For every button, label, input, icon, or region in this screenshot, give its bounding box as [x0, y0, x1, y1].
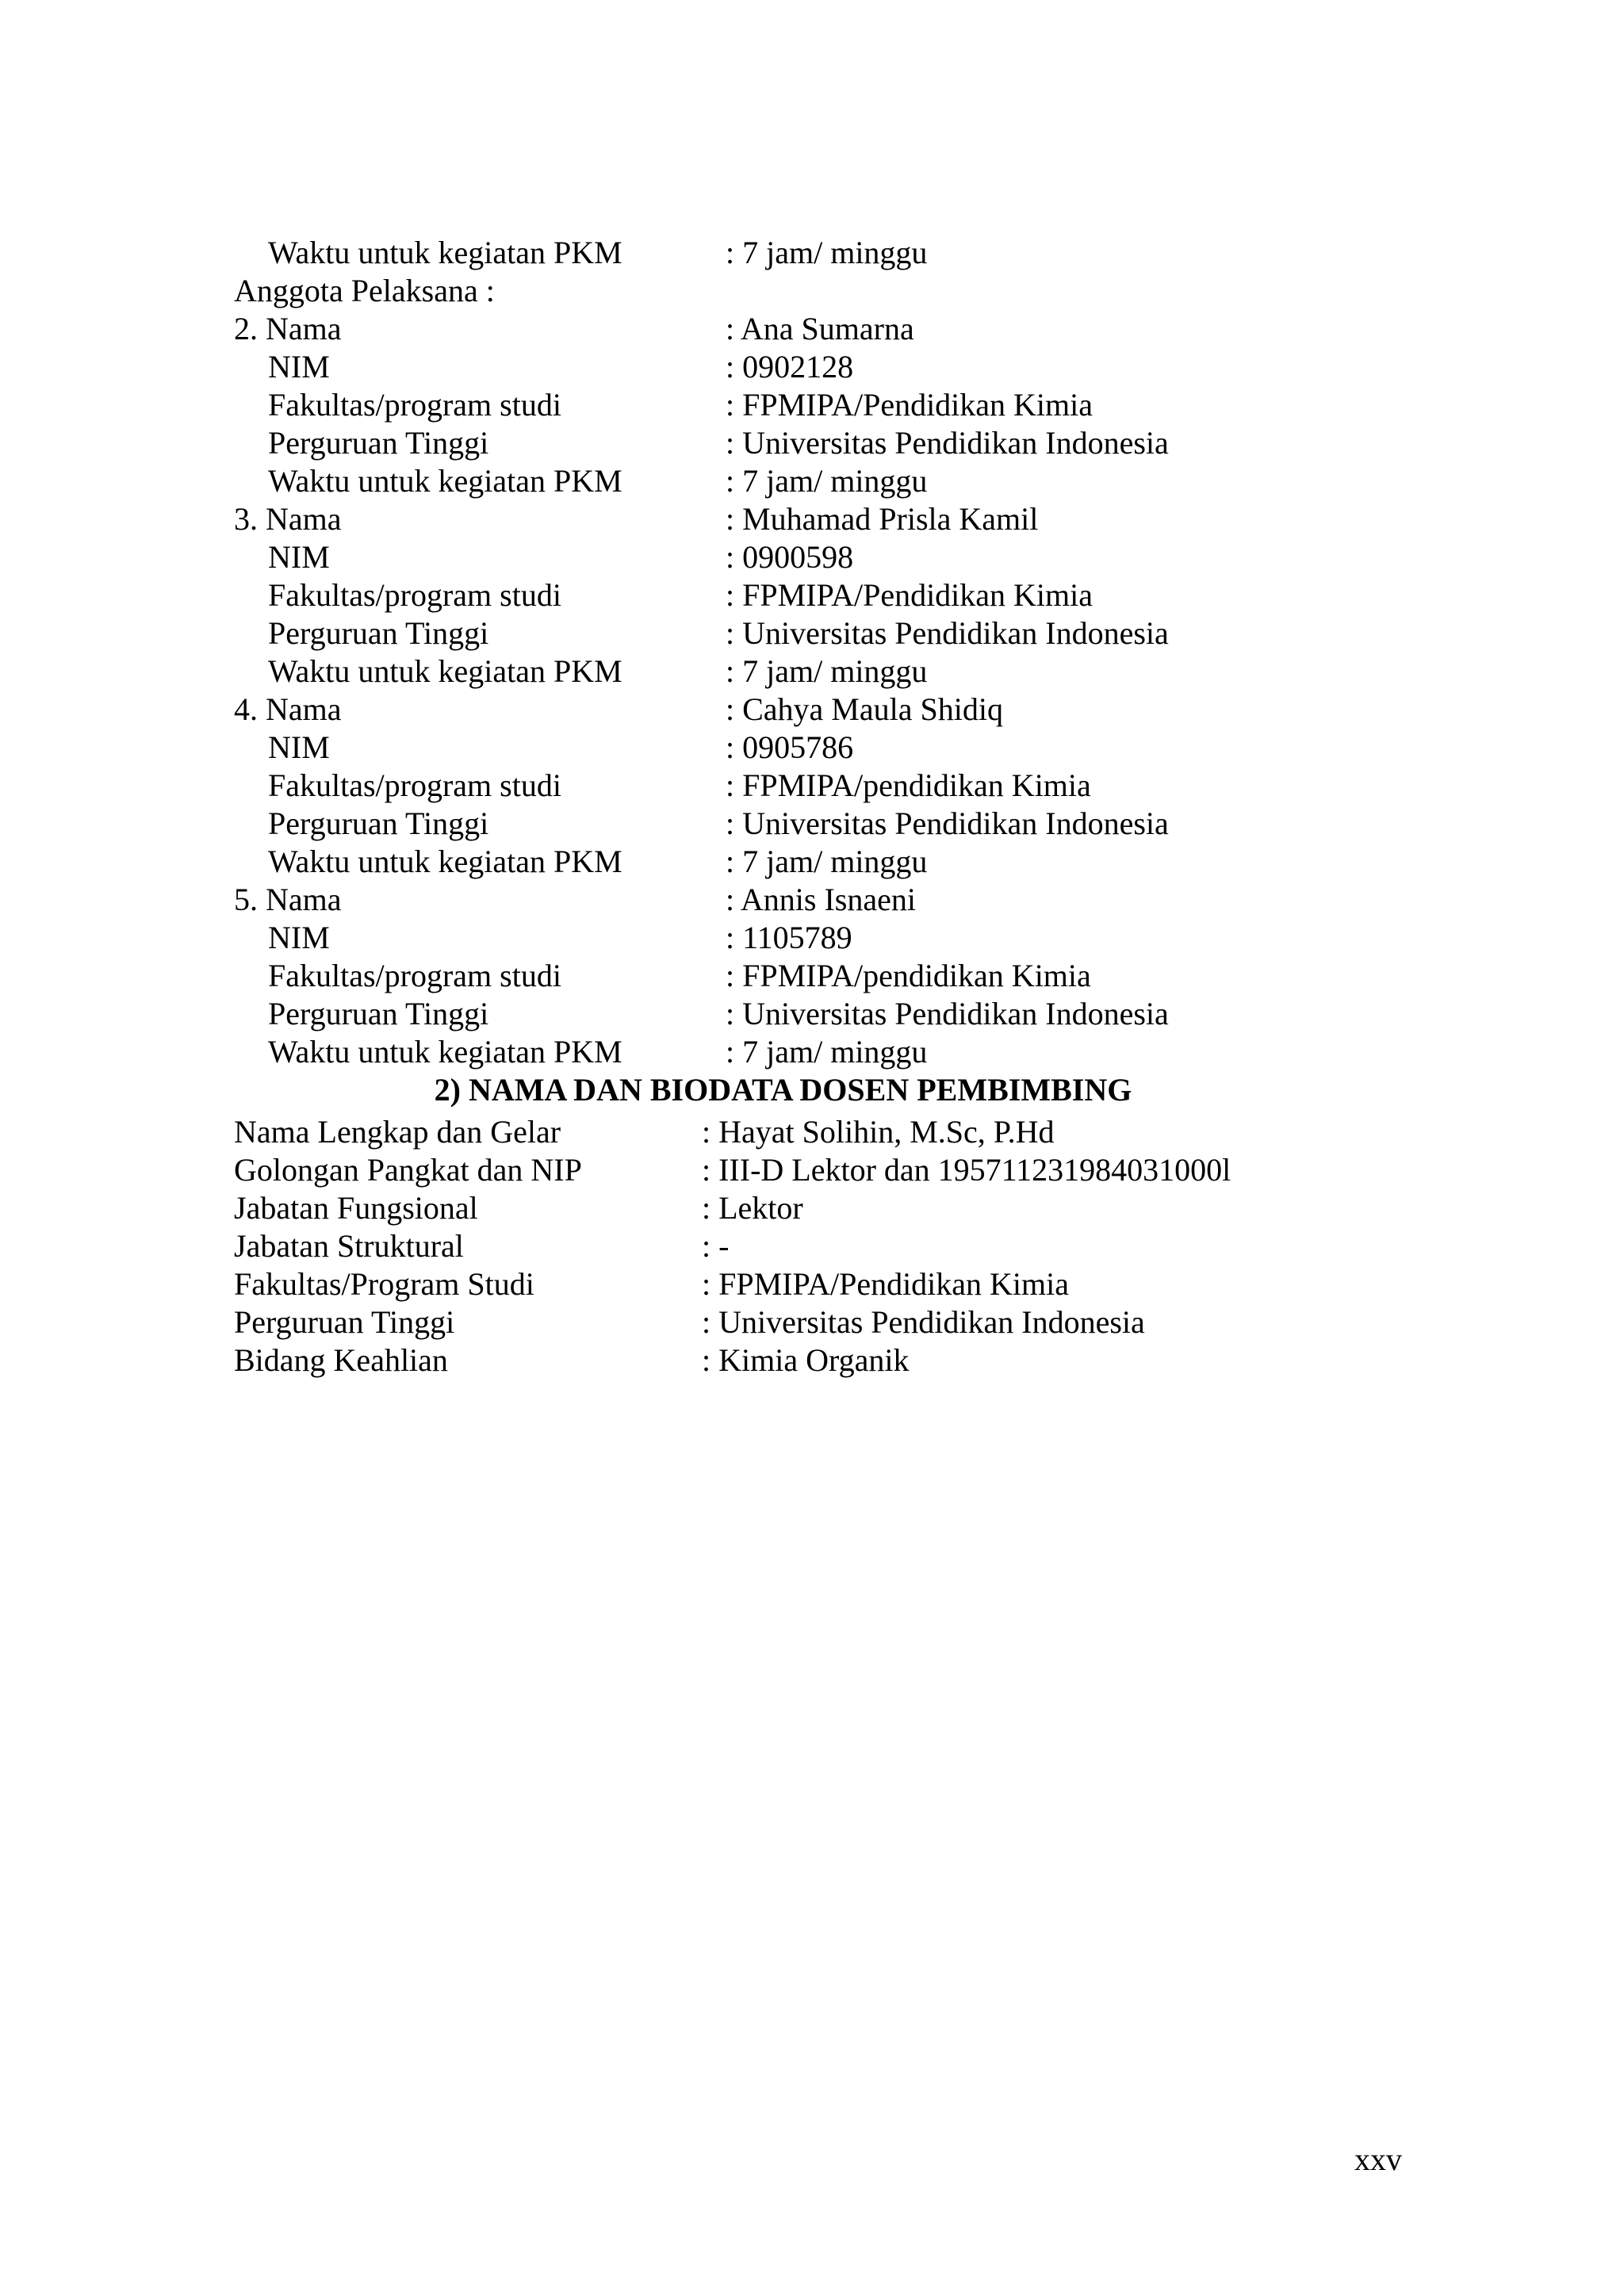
row-value: : Universitas Pendidikan Indonesia — [726, 425, 1169, 461]
row-label: Jabatan Struktural — [234, 1228, 464, 1264]
member-2-fakultas-row — [234, 386, 1423, 424]
member-3-perguruan-row — [234, 614, 1423, 652]
row-label: Fakultas/program studi — [268, 387, 561, 423]
row-value: : 7 jam/ minggu — [726, 844, 928, 879]
member-4-nim-row — [234, 729, 1423, 767]
row-value: : Kimia Organik — [702, 1342, 910, 1378]
member-3-nim-row — [234, 538, 1423, 576]
row-label: 5. Nama — [234, 882, 342, 917]
row-label: Fakultas/program studi — [268, 767, 561, 803]
member-1-waktu-row — [234, 234, 1423, 272]
row-label: NIM — [268, 920, 330, 955]
member-5-nim-row — [234, 919, 1423, 957]
row-label: Fakultas/Program Studi — [234, 1266, 534, 1302]
member-2-nim-row — [234, 348, 1423, 386]
row-value: : 1105789 — [726, 920, 852, 955]
dosen-jabatan-fungsional-row — [234, 1189, 1423, 1227]
member-4-name-row — [234, 691, 1423, 729]
member-5-fakultas-row — [234, 957, 1423, 995]
row-label: Perguruan Tinggi — [268, 615, 489, 651]
row-label: Jabatan Fungsional — [234, 1190, 478, 1226]
row-label: Waktu untuk kegiatan PKM — [268, 1034, 622, 1070]
member-2-perguruan-row — [234, 424, 1423, 462]
row-value: : FPMIPA/Pendidikan Kimia — [702, 1266, 1070, 1302]
member-3-waktu-row — [234, 652, 1423, 691]
row-value: : FPMIPA/pendidikan Kimia — [726, 958, 1091, 993]
row-label: Bidang Keahlian — [234, 1342, 448, 1378]
row-value: : FPMIPA/Pendidikan Kimia — [726, 387, 1094, 423]
row-value: : 7 jam/ minggu — [726, 1034, 928, 1070]
row-label: Golongan Pangkat dan NIP — [234, 1152, 582, 1188]
row-value: : Universitas Pendidikan Indonesia — [726, 806, 1169, 841]
row-value: : Ana Sumarna — [726, 311, 914, 346]
member-4-fakultas-row — [234, 767, 1423, 805]
row-label: Waktu untuk kegiatan PKM — [268, 653, 622, 689]
page-number: xxv — [1354, 2141, 1402, 2177]
anggota-heading-row — [234, 272, 1423, 310]
anggota-pelaksana-section — [234, 234, 1423, 1071]
row-label: Waktu untuk kegiatan PKM — [268, 235, 622, 270]
row-value: : Hayat Solihin, M.Sc, P.Hd — [702, 1114, 1055, 1150]
row-label: Fakultas/program studi — [268, 958, 561, 993]
row-value: : 7 jam/ minggu — [726, 235, 928, 270]
dosen-golongan-row — [234, 1151, 1423, 1189]
member-3-name-row — [234, 500, 1423, 538]
row-value: : Muhamad Prisla Kamil — [726, 501, 1039, 537]
row-value: : FPMIPA/pendidikan Kimia — [726, 767, 1091, 803]
dosen-perguruan-row — [234, 1303, 1423, 1341]
row-label: Waktu untuk kegiatan PKM — [268, 844, 622, 879]
row-value: : - — [702, 1228, 730, 1264]
row-value: : Universitas Pendidikan Indonesia — [726, 996, 1169, 1031]
row-label: NIM — [268, 729, 330, 765]
member-2-name-row — [234, 310, 1423, 348]
row-value: : Annis Isnaeni — [726, 882, 916, 917]
dosen-bidang-keahlian-row — [234, 1341, 1423, 1380]
row-value: : 7 jam/ minggu — [726, 653, 928, 689]
row-value: : 0902128 — [726, 349, 854, 385]
row-label: 4. Nama — [234, 691, 342, 727]
member-2-waktu-row — [234, 462, 1423, 500]
row-label: 3. Nama — [234, 501, 342, 537]
dosen-jabatan-struktural-row — [234, 1227, 1423, 1265]
dosen-section-heading: 2) NAMA DAN BIODATA DOSEN PEMBIMBING — [434, 1072, 1132, 1108]
row-value: : Cahya Maula Shidiq — [726, 691, 1003, 727]
row-value: : 0900598 — [726, 539, 854, 575]
row-value: : 0905786 — [726, 729, 854, 765]
row-label: Perguruan Tinggi — [268, 996, 489, 1031]
row-value: : Universitas Pendidikan Indonesia — [702, 1304, 1145, 1340]
row-value: : Universitas Pendidikan Indonesia — [726, 615, 1169, 651]
member-5-name-row — [234, 881, 1423, 919]
row-value: : 7 jam/ minggu — [726, 463, 928, 499]
member-4-perguruan-row — [234, 805, 1423, 843]
anggota-heading: Anggota Pelaksana : — [234, 273, 495, 308]
row-label: Perguruan Tinggi — [234, 1304, 455, 1340]
member-3-fakultas-row — [234, 576, 1423, 614]
member-4-waktu-row — [234, 843, 1423, 881]
member-5-perguruan-row — [234, 995, 1423, 1033]
row-value: : FPMIPA/Pendidikan Kimia — [726, 577, 1094, 613]
row-label: Perguruan Tinggi — [268, 806, 489, 841]
dosen-nama-row — [234, 1113, 1423, 1151]
row-label: 2. Nama — [234, 311, 342, 346]
dosen-pembimbing-section — [234, 1113, 1423, 1380]
row-label: Perguruan Tinggi — [268, 425, 489, 461]
row-label: Waktu untuk kegiatan PKM — [268, 463, 622, 499]
row-label: Nama Lengkap dan Gelar — [234, 1114, 561, 1150]
row-value: : III-D Lektor dan 195711231984031000l — [702, 1152, 1231, 1188]
row-label: NIM — [268, 349, 330, 385]
member-5-waktu-row — [234, 1033, 1423, 1071]
row-value: : Lektor — [702, 1190, 803, 1226]
row-label: NIM — [268, 539, 330, 575]
row-label: Fakultas/program studi — [268, 577, 561, 613]
dosen-fakultas-row — [234, 1265, 1423, 1303]
